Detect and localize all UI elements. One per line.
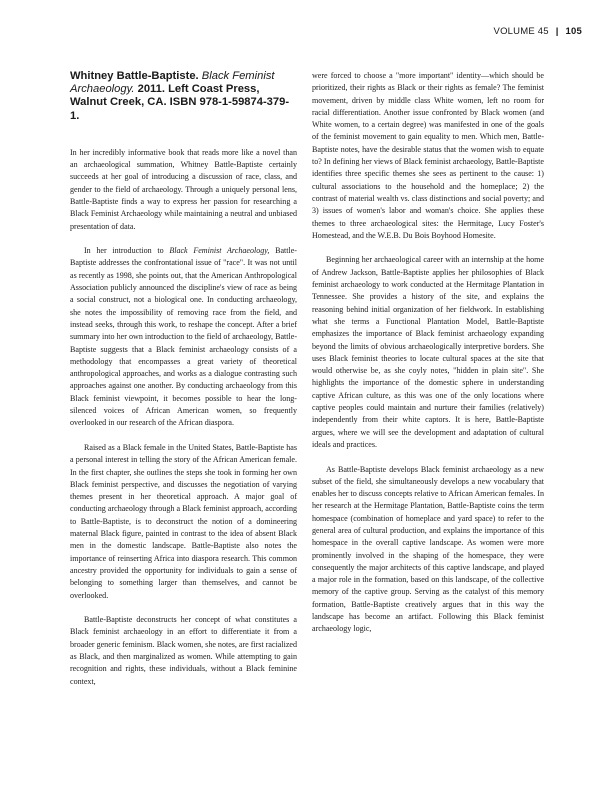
review-citation bbox=[70, 70, 297, 123]
volume-label: VOLUME 45 bbox=[493, 26, 549, 37]
paragraph bbox=[70, 245, 297, 429]
paragraph: Beginning her archaeological career with an internship at the home of Andrew Jackson, Battle-Baptiste applies her philosophies of Black feminist archaeology to work conducted at the Hermitage Plantation in Tennessee. She provides a history of the site, and explains the reasoning behind initial organization of her fieldwork. In establishing what she terms a Functional Plantation Model, Battle-Baptiste emphasizes the importance of Black feminist archaeology expanding beyond the limits of obvious archaeologically interpretive borders. She uses Black feminist theories to locate cultural spaces at the site that would otherwise be, as she coyly notes, "hidden in plain site". She highlights the importance of the domestic sphere in understanding captive African culture, as this was one of the only locations where captive peoples could maintain and nurture their families (relatively) independently from their white captors. It is here, Battle-Baptiste argues, where we will see the development and adaptation of cultural ideals and practices. bbox=[312, 255, 544, 449]
paragraph: were forced to choose a "more important" identity—which should be prioritized, their rights as Black or their rights as female? The feminist movement, driven by middle class White women, left no room for racial differentiation. Another issue confronted by Black women (and White women, to a certain degree) was manifested in one of the goals of the feminist movement to gain equality to men. Which men, Battle-Baptiste notes, have the desirable status that the women wish to equate to? In defining her views of Black feminist archaeology, Battle-Baptiste identifies three specific themes she sees as pertinent to the cause: 1) cultural associations to the household and the homeplace; 2) the contrast of material wealth vs. class distinctions and social poverty; and 3) issues of women's labor and woman's choice. She applies these themes to three archaeological sites: the Hermitage, Lucy Foster's Homestead, and the W.E.B. Du Bois Boyhood Homesite. bbox=[312, 71, 544, 240]
right-column bbox=[312, 70, 544, 636]
paragraph: Battle-Baptiste deconstructs her concept of what constitutes a Black feminist archaeology in an effort to differentiate it from a broader generic feminism. Black women, she notes, are first racialized as Black, and then marginalized as women. While attempting to gain recognition and rights, these individuals, without a Black feminine context, bbox=[70, 615, 298, 686]
running-header bbox=[494, 26, 582, 37]
publication-info: 2011. Left Coast Press, Walnut Creek, CA. ISBN 978-1-59874-379-1. bbox=[70, 83, 290, 122]
paragraph: Raised as a Black female in the United States, Battle-Baptiste has a personal interest in telling the story of the African American female. In the first chapter, she outlines the steps she took in forming her own Black feminist perspective, and discusses the negotiation of varying themes present in her theoretical approach. A major goal of conducting archaeology through a Black feminist approach, according to Battle-Baptiste, is to deconstruct the notion of a domineering maternal Black figure, painted in contrast to the idea of absent Black men in the domestic landscape. Battle-Baptiste also notes the importance of reinserting Africa into diaspora research. This common ancestry provided the opportunity for individuals to gain a sense of belonging to something larger than themselves, and cannot be overlooked. bbox=[70, 442, 297, 600]
book-title-italic: Black Feminist Archaeology, bbox=[169, 246, 270, 256]
paragraph-text: In her introduction to bbox=[84, 246, 170, 256]
left-column bbox=[70, 70, 297, 688]
book-title: Black Feminist Archaeology. bbox=[70, 70, 275, 96]
paragraph: In her incredibly informative book that reads more like a novel than an archaeological summation, Whitney Battle-Baptiste certainly succeeds at her goal of introducing a discussion of race, class, and gender to the field of archaeology. Through a uniquely personal lens, Battle-Baptiste finds a way to express her passion for researching a Black Feminist Archaeology while maintaining a neutral and unbiased presentation of data. bbox=[70, 147, 297, 231]
paragraph: As Battle-Baptiste develops Black feminist archaeology as a new subset of the field, she simultaneously develops a new vocabulary that enables her to discuss concepts relative to African American females. In her research at the Hermitage Plantation, Battle-Baptiste coins the term homespace (combination of homeplace and yard space) to refer to the general area of cultural production, and explains the importance of this homespace in the overall captive landscape. As women were more prominently involved in the shaping of the homespace, they were consequently the major architects of this captive landscape, and played a major role in the formation, based on this landscape, of the collective memory of the captive group. Serving as the catalyst of this memory formation, Battle-Baptiste creatively argues that in this way the landscape has become an artifact. Following this Black feminist archaeology logic, bbox=[312, 464, 544, 634]
review-author: Whitney Battle-Baptiste. bbox=[70, 70, 199, 82]
header-separator: | bbox=[555, 26, 559, 37]
page-number: 105 bbox=[565, 26, 582, 37]
paragraph-text: Battle-Baptiste addresses the confrontational issue of "race". It was not until as recently as 1998, she points out, that the American Anthropological Association publicly announced the discipline's view of race as being a social construct, not a biological one. In conducting archaeology, she notes the impossibility of removing race from the field, and instead seeks, through this work, to reshape the concept. After a brief summary into her own introduction to the field of archaeology, Battle-Baptiste suggests that a Black feminist archaeology consists of a methodology that encompasses a great variety of theoretical anthropological approaches, and works as a dialogue contrasting such approaches against one another. By conducting archaeology from this Black feminist viewpoint, it becomes possible to hear the long-silenced voices of African American women, so frequently overlooked in our research of the African diaspora. bbox=[70, 246, 297, 428]
